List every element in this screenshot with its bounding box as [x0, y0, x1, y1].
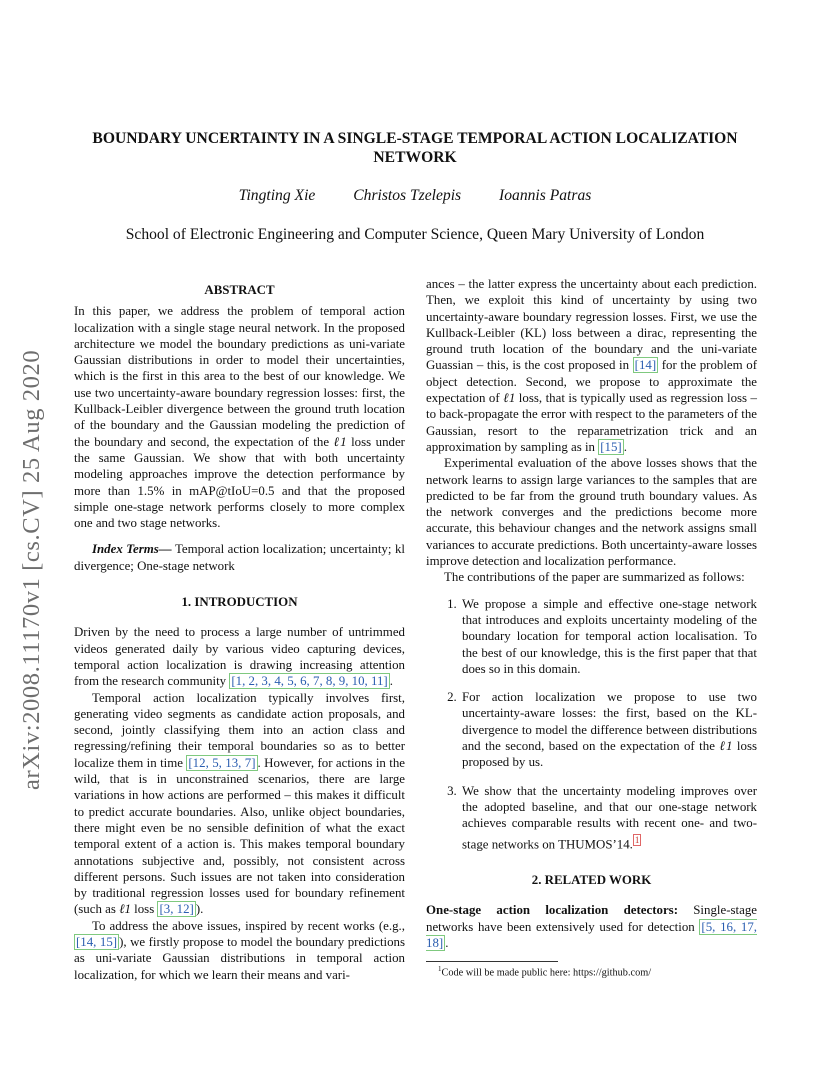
- author-name: Christos Tzelepis: [353, 187, 462, 204]
- intro-paragraph: Driven by the need to process a large number of untrimmed videos generated daily by various video capturing devices, temporal action localization is drawing increasing attention from the research community [1, 2, 3, 4, 5, 6, 7, 8, 9, 10, 11] .: [74, 625, 405, 689]
- l1-symbol: ℓ1: [333, 434, 347, 449]
- footnote-link[interactable]: 1: [634, 834, 640, 845]
- list-item-text: We show that the uncertainty modeling improves over the adopted baseline, and that our one-stage network achieves comparable results with recent one- and two-stage networks on THUMOS’14.: [462, 783, 757, 851]
- list-item: [460, 783, 757, 852]
- index-terms-text: Temporal action localization; uncertainty; kl divergence; One-stage network: [74, 542, 405, 573]
- section-heading-related-work: 2. RELATED WORK: [531, 873, 652, 888]
- paragraph-text: Driven by the need to process a large number of untrimmed videos generated daily by various video capturing devices, temporal action localization is drawing increasing attention from the research community: [74, 625, 405, 689]
- paragraph-text: for the problem of object detection. Second, we propose to approximate the expectation of: [426, 358, 757, 406]
- citation-link[interactable]: [14, 15]: [76, 934, 118, 949]
- intro-paragraph: Temporal action localization typically involves first, generating video segments as candidate action proposals, and second, jointly classifying them into an action class and regressing/refining their temporal boundaries so as to better localize them in time [12, 5, 13, 7] . However, for actions in the wild, that is in unconstrained scenarios, there are large variations in how actions are performed – this makes it difficult to predict accurate boundaries. Also, unlike object boundaries, there might even be no sensible definition of what the exact temporal extent of a action is. This makes temporal boundary annotations subjective and, possibly, not consistent across different persons. Such issues are not taken into consideration by traditional regression losses used for boundary refinement (such as ℓ1 loss [3, 12] ).: [74, 690, 405, 917]
- l1-symbol: ℓ1: [503, 391, 516, 406]
- paragraph-text: To address the above issues, inspired by recent works (e.g.,: [92, 918, 405, 933]
- right-column: [426, 276, 757, 951]
- intro-paragraph: [74, 918, 405, 983]
- author-name: Tingting Xie: [238, 187, 316, 204]
- citation-link[interactable]: [3, 12]: [159, 902, 194, 917]
- intro-paragraph: Experimental evaluation of the above losses shows that the network learns to assign large variances to the samples that are predicted to be far from the ground truth boundary values. As the network converges and the predictions become more accurate, this behaviour changes and the network assigns small variances to accurate predictions. Both uncertainty-aware losses improve detection and localization performance.: [426, 456, 757, 569]
- intro-paragraph: ances – the latter express the uncertainty about each prediction. Then, we exploit this kind of uncertainty by using two uncertainty-aware boundary regression losses. First, we use the Kullback-Leibler (KL) loss between a dirac, representing the ground truth location of the boundary and the uni-variate Guassian – this, is the cost proposed in [14] for the problem of object detection. Second, we propose to approximate the expectation of ℓ1 loss, that is typically used as regression loss – to back-propagate the error with respect to the parameters of the Gaussian, resort to the reparametrization trick and an approximation by sampling as in [15] .: [426, 277, 757, 454]
- footnote-mark: 1: [438, 965, 442, 973]
- citation-link[interactable]: [14]: [634, 358, 657, 373]
- footnote-divider: [426, 961, 558, 962]
- abstract-text: In this paper, we address the problem of temporal action localization with a single stage neural network. In the proposed architecture we model the boundary predictions as uni-variate Gaussian distributions in order to model their uncertainties, which is the first in this area to the best of our knowledge. We use two uncertainty-aware boundary regression losses: first, the Kullback-Leibler divergence between the ground truth location of the boundary and the Gaussian modeling the prediction of the boundary and second, the expectation of the: [74, 304, 405, 449]
- list-item-text: For action localization we propose to use two uncertainty-aware losses: the first, based on the KL-divergence to model the difference between distributions and the second, based on the expectation of the: [462, 690, 757, 754]
- paragraph-run-in-heading: One-stage action localization detectors:: [426, 903, 678, 918]
- footnote-text: Code will be made public here: https://github.com/: [441, 967, 652, 979]
- affiliation: School of Electronic Engineering and Computer Science, Queen Mary University of London: [125, 226, 705, 243]
- index-terms-label: Index Terms—: [92, 542, 172, 557]
- index-terms: [74, 541, 405, 574]
- citation-link[interactable]: [5, 16, 17, 18]: [426, 919, 758, 950]
- intro-paragraph: The contributions of the paper are summarized as follows:: [444, 570, 745, 585]
- author-name: Ioannis Patras: [499, 187, 592, 204]
- abstract-heading: ABSTRACT: [204, 283, 275, 297]
- l1-symbol: ℓ1: [119, 902, 131, 917]
- citation-link[interactable]: [1, 2, 3, 4, 5, 6, 7, 8, 9, 10, 11]: [231, 674, 388, 689]
- list-item-text: loss proposed by us.: [462, 739, 757, 770]
- left-column: [74, 282, 405, 983]
- paper-title: BOUNDARY UNCERTAINTY IN A SINGLE-STAGE TEMPORAL ACTION LOCALIZATION NETWORK: [92, 130, 738, 166]
- contributions-list: [426, 596, 757, 852]
- paragraph-text: ances – the latter express the uncertainty about each prediction. Then, we exploit this kind of uncertainty by using two uncertainty-aware boundary regression losses. First, we use the Kullback-Leibler (KL) loss between a dirac, representing the ground truth location of the boundary and the uni-variate Guassian – this, is the cost proposed in: [426, 277, 757, 373]
- paragraph-text: loss, that is typically used as regression loss – to back-propagate the error with respect to the parameters of the Gaussian, resort to the reparametrization trick and an approximation by sampling as in: [426, 391, 757, 454]
- author-list: [70, 187, 760, 205]
- section-heading-introduction: 1. INTRODUCTION: [181, 595, 298, 610]
- abstract-text: loss under the same Gaussian. We show that with both uncertainty modeling approaches improve the detection performance by more than 1.5% in mAP@tIoU=0.5 and that the proposed simple one-stage network performs closely to more complex one and two stage networks.: [74, 434, 405, 531]
- related-work-paragraph: One-stage action localization detectors: Single-stage networks have been extensively used for detection [5, 16, 17, 18] .: [426, 903, 758, 950]
- citation-link[interactable]: [15]: [600, 439, 622, 454]
- paragraph-text: ), we firstly propose to model the boundary predictions as uni-variate Gaussian distributions in temporal action localization, for which we learn their means and vari-: [74, 934, 406, 982]
- paragraph-text: Single-stage networks have been extensively used for detection: [426, 903, 757, 934]
- list-item-text: We propose a simple and effective one-stage network that introduces and exploits uncertainty modeling of the boundary location for temporal action localisation. To the best of our knowledge, this is the first paper that that does so in this domain.: [462, 596, 757, 676]
- abstract-body: [74, 303, 405, 531]
- list-item: [460, 689, 757, 770]
- footnote: [438, 965, 768, 978]
- list-item: [460, 596, 757, 677]
- l1-symbol: ℓ1: [719, 739, 733, 754]
- paragraph-text: Temporal action localization typically involves first, generating video segments as candidate action proposals, and second, jointly classifying them into an action class and regressing/refining their temporal boundaries so as to better localize them in time: [74, 690, 405, 770]
- citation-link[interactable]: [12, 5, 13, 7]: [188, 755, 256, 770]
- paragraph-text: . However, for actions in the wild, that is in unconstrained scenarios, there are large variations in how actions are performed – this makes it difficult to predict accurate boundaries. Also, unlike object boundaries, there might even be no sensible definition of what the exact temporal extent of a action is. This makes temporal boundary annotations subjective and, possibly, not consistent across different persons. Such issues are not taken into consideration by traditional regression losses used for boundary refinement (such as: [74, 755, 405, 917]
- arxiv-identifier[interactable]: arXiv:2008.11170v1 [cs.CV] 25 Aug 2020: [18, 349, 45, 790]
